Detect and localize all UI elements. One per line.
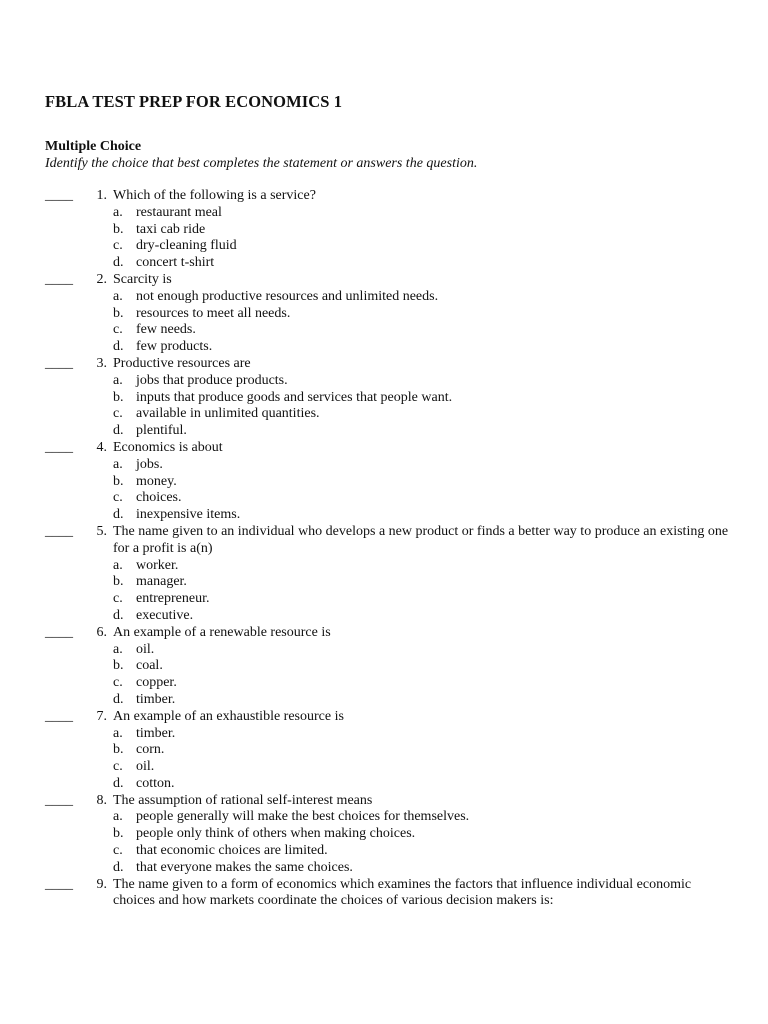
choice-letter: d. — [113, 423, 124, 439]
choice-letter: a. — [113, 456, 123, 472]
choice-item — [113, 490, 735, 507]
question-number: 3. — [96, 355, 107, 371]
choice-letter: d. — [113, 607, 124, 623]
answer-blank: ____ — [45, 188, 73, 203]
answer-blank: ____ — [45, 523, 73, 539]
question-number: 7. — [96, 708, 107, 724]
choice-text: manager. — [136, 574, 187, 590]
choice-item — [113, 809, 735, 826]
question-number: 9. — [96, 876, 107, 892]
choice-item — [113, 390, 735, 407]
choice-text: restaurant meal — [136, 204, 222, 220]
choice-text: concert t-shirt — [136, 255, 215, 271]
choice-letter: c. — [113, 759, 123, 775]
choice-text: money. — [136, 473, 177, 489]
choice-item — [113, 205, 735, 222]
choice-text: jobs. — [136, 456, 163, 472]
question-number: 1. — [96, 188, 107, 203]
choice-item — [113, 322, 735, 339]
choice-letter: b. — [113, 742, 124, 758]
answer-blank: ____ — [45, 792, 73, 808]
choice-text: that everyone makes the same choices. — [136, 859, 353, 875]
question-stem: Scarcity is — [113, 271, 172, 287]
choice-text: corn. — [136, 742, 165, 758]
question-list — [45, 188, 735, 910]
choice-item — [113, 843, 735, 860]
choice-letter: a. — [113, 641, 123, 657]
choice-list — [113, 373, 735, 440]
choice-text: choices. — [136, 490, 182, 506]
choice-list — [113, 289, 735, 356]
choice-text: coal. — [136, 658, 163, 674]
choice-text: copper. — [136, 675, 177, 691]
choice-item — [113, 642, 735, 659]
instructions-text: Identify the choice that best completes the statement or answers the question. — [45, 156, 478, 171]
choice-letter: a. — [113, 288, 123, 304]
choice-letter: b. — [113, 826, 124, 842]
choice-list — [113, 558, 735, 625]
question-number: 4. — [96, 439, 107, 455]
choice-item — [113, 742, 735, 759]
choice-item — [113, 675, 735, 692]
choice-item — [113, 692, 735, 709]
choice-letter: d. — [113, 507, 124, 523]
answer-blank: ____ — [45, 439, 73, 455]
question-item — [45, 356, 735, 440]
choice-item — [113, 759, 735, 776]
choice-letter: d. — [113, 859, 124, 875]
choice-letter: c. — [113, 490, 123, 506]
question-item — [45, 625, 735, 709]
choice-letter: d. — [113, 339, 124, 355]
question-number: 6. — [96, 624, 107, 640]
choice-item — [113, 574, 735, 591]
choice-item — [113, 507, 735, 524]
document-title: FBLA TEST PREP FOR ECONOMICS 1 — [45, 92, 343, 111]
question-item — [45, 524, 735, 625]
choice-item — [113, 423, 735, 440]
choice-text: that economic choices are limited. — [136, 843, 328, 859]
choice-text: oil. — [136, 759, 155, 775]
choice-list — [113, 642, 735, 709]
question-stem: An example of a renewable resource is — [113, 624, 331, 640]
question-item — [45, 440, 735, 524]
choice-letter: c. — [113, 843, 123, 859]
choice-text: timber. — [136, 725, 176, 741]
question-item — [45, 877, 735, 911]
choice-item — [113, 860, 735, 877]
choice-letter: b. — [113, 389, 124, 405]
choice-text: timber. — [136, 691, 176, 707]
choice-item — [113, 289, 735, 306]
answer-blank: ____ — [45, 355, 73, 371]
question-number: 2. — [96, 271, 107, 287]
choice-text: resources to meet all needs. — [136, 305, 291, 321]
choice-item — [113, 222, 735, 239]
choice-letter: c. — [113, 406, 123, 422]
choice-text: people generally will make the best choices for themselves. — [136, 809, 470, 825]
choice-list — [113, 809, 735, 876]
choice-letter: a. — [113, 725, 123, 741]
answer-blank: ____ — [45, 271, 73, 287]
choice-letter: d. — [113, 691, 124, 707]
choice-text: not enough productive resources and unlimited needs. — [136, 288, 439, 304]
choice-letter: c. — [113, 591, 123, 607]
choice-item — [113, 339, 735, 356]
choice-letter: c. — [113, 675, 123, 691]
answer-blank: ____ — [45, 876, 73, 892]
question-stem: Which of the following is a service? — [113, 188, 316, 203]
choice-item — [113, 406, 735, 423]
choice-text: taxi cab ride — [136, 221, 206, 237]
choice-letter: c. — [113, 238, 123, 254]
choice-item — [113, 255, 735, 272]
choice-item — [113, 826, 735, 843]
choice-text: oil. — [136, 641, 155, 657]
choice-letter: c. — [113, 322, 123, 338]
question-item — [45, 272, 735, 356]
choice-item — [113, 776, 735, 793]
choice-text: jobs that produce products. — [136, 372, 288, 388]
choice-text: people only think of others when making choices. — [136, 826, 416, 842]
section-heading: Multiple Choice — [45, 139, 142, 154]
answer-blank: ____ — [45, 624, 73, 640]
choice-letter: d. — [113, 775, 124, 791]
choice-item — [113, 658, 735, 675]
choice-letter: b. — [113, 221, 124, 237]
question-item — [45, 709, 735, 793]
choice-item — [113, 238, 735, 255]
choice-text: cotton. — [136, 775, 175, 791]
choice-text: entrepreneur. — [136, 591, 210, 607]
choice-letter: a. — [113, 557, 123, 573]
choice-item — [113, 306, 735, 323]
choice-text: dry-cleaning fluid — [136, 238, 237, 254]
choice-text: inputs that produce goods and services that people want. — [136, 389, 453, 405]
choice-item — [113, 591, 735, 608]
answer-blank: ____ — [45, 708, 73, 724]
choice-list — [113, 457, 735, 524]
choice-text: few needs. — [136, 322, 196, 338]
choice-letter: a. — [113, 204, 123, 220]
question-item — [45, 793, 735, 877]
question-stem: Economics is about — [113, 439, 223, 455]
choice-text: few products. — [136, 339, 213, 355]
choice-list — [113, 726, 735, 793]
question-stem: The name given to a form of economics which examines the factors that influence individual economic choices and how markets coordinate the choices of various decision makers is: — [113, 876, 692, 909]
choice-letter: a. — [113, 809, 123, 825]
question-stem: Productive resources are — [113, 355, 251, 371]
choice-item — [113, 474, 735, 491]
question-stem: The name given to an individual who develops a new product or finds a better way to produce an existing one for a profit is a(n) — [113, 523, 729, 556]
choice-item — [113, 373, 735, 390]
choice-letter: b. — [113, 473, 124, 489]
choice-letter: a. — [113, 372, 123, 388]
question-number: 5. — [96, 523, 107, 539]
choice-item — [113, 558, 735, 575]
question-item — [45, 188, 735, 272]
choice-text: worker. — [136, 557, 179, 573]
choice-list — [113, 205, 735, 272]
choice-letter: b. — [113, 305, 124, 321]
question-stem: An example of an exhaustible resource is — [113, 708, 344, 724]
choice-letter: b. — [113, 574, 124, 590]
choice-text: available in unlimited quantities. — [136, 406, 320, 422]
choice-letter: d. — [113, 255, 124, 271]
choice-item — [113, 457, 735, 474]
choice-item — [113, 608, 735, 625]
choice-text: plentiful. — [136, 423, 187, 439]
choice-letter: b. — [113, 658, 124, 674]
question-stem: The assumption of rational self-interest means — [113, 792, 373, 808]
choice-item — [113, 726, 735, 743]
choice-text: executive. — [136, 607, 194, 623]
choice-text: inexpensive items. — [136, 507, 241, 523]
question-number: 8. — [96, 792, 107, 808]
